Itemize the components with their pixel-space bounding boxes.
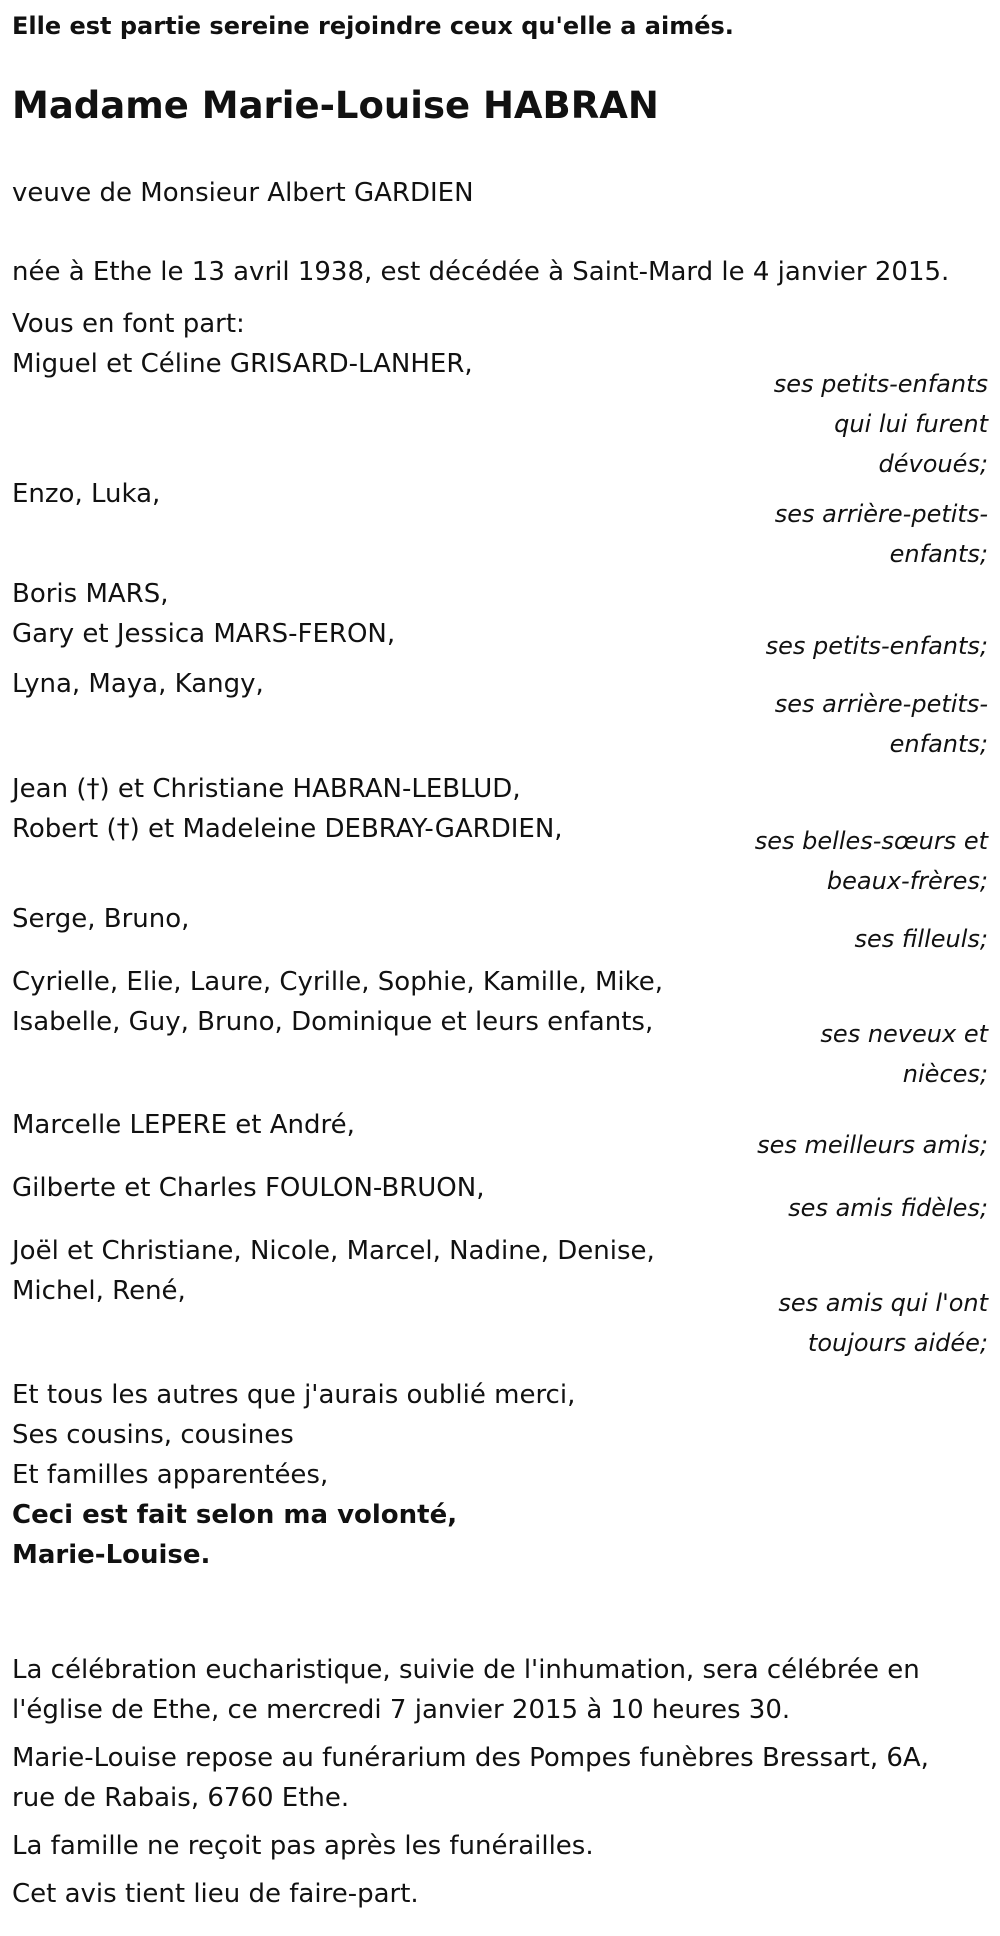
- mourner-group: [12, 344, 988, 478]
- rest-line: rue de Rabais, 6760 Ethe.: [12, 1783, 350, 1813]
- mourner-name-line: Gary et Jessica MARS-FERON,: [12, 619, 396, 649]
- mourner-names: [12, 899, 988, 939]
- mourners-section: [12, 304, 988, 1575]
- mourner-group: [12, 1231, 988, 1375]
- closing-line: Ses cousins, cousines: [12, 1420, 294, 1450]
- mourner-name-line: Marcelle LEPERE et André,: [12, 1110, 355, 1140]
- signature-line: Ceci est fait selon ma volonté,: [12, 1500, 458, 1530]
- mourner-role: [788, 1188, 988, 1228]
- role-line: dévoués;: [878, 450, 988, 478]
- mourner-group: [12, 474, 988, 574]
- announce-line: Vous en font part:: [12, 309, 245, 339]
- mourner-group: [12, 899, 988, 962]
- mourner-group: [12, 1105, 988, 1168]
- notice-line: Cet avis tient lieu de faire-part.: [12, 1879, 419, 1909]
- role-line: ses petits-enfants;: [765, 632, 988, 660]
- mourner-role: [755, 821, 988, 901]
- role-line: ses petits-enfants: [773, 370, 988, 398]
- mourner-name-line: Boris MARS,: [12, 579, 169, 609]
- mourner-name-line: Lyna, Maya, Kangy,: [12, 669, 264, 699]
- role-line: ses amis fidèles;: [788, 1194, 988, 1222]
- role-line: ses neveux et: [820, 1020, 988, 1048]
- mourner-name-line: Gilberte et Charles FOULON-BRUON,: [12, 1173, 485, 1203]
- intro-line: Elle est partie sereine rejoindre ceux qu'elle a aimés.: [12, 12, 734, 40]
- closing-block: [12, 1375, 988, 1575]
- mourner-role: [775, 684, 988, 764]
- ceremony-paragraph: [12, 1650, 988, 1730]
- role-line: ses filleuls;: [854, 925, 988, 953]
- mourner-role: [855, 919, 988, 959]
- ceremony-line: l'église de Ethe, ce mercredi 7 janvier 2015 à 10 heures 30.: [12, 1695, 791, 1725]
- role-line: beaux-frères;: [826, 867, 988, 895]
- role-line: qui lui furent: [834, 410, 988, 438]
- mourner-role: [775, 494, 988, 574]
- mourner-role: [778, 1283, 988, 1363]
- mourner-group: [12, 769, 988, 899]
- ceremony-line: La célébration eucharistique, suivie de l'inhumation, sera célébrée en: [12, 1655, 920, 1685]
- role-line: enfants;: [889, 730, 988, 758]
- birth-death-line: née à Ethe le 13 avril 1938, est décédée à Saint-Mard le 4 janvier 2015.: [12, 257, 950, 287]
- role-line: nièces;: [902, 1060, 988, 1088]
- spouse-line: veuve de Monsieur Albert GARDIEN: [12, 178, 474, 208]
- mourner-name-line: Isabelle, Guy, Bruno, Dominique et leurs enfants,: [12, 1007, 654, 1037]
- role-line: toujours aidée;: [807, 1329, 988, 1357]
- role-line: ses belles-sœurs et: [754, 827, 988, 855]
- mourner-name-line: Joël et Christiane, Nicole, Marcel, Nadine, Denise,: [12, 1236, 655, 1266]
- mourner-role: [820, 1014, 988, 1094]
- role-line: ses meilleurs amis;: [757, 1131, 988, 1159]
- role-line: ses arrière-petits-: [774, 690, 988, 718]
- role-line: ses arrière-petits-: [774, 500, 988, 528]
- mourner-name-line: Miguel et Céline GRISARD-LANHER,: [12, 349, 473, 379]
- mourner-name-line: Enzo, Luka,: [12, 479, 161, 509]
- deceased-name: Madame Marie-Louise HABRAN: [12, 84, 659, 127]
- mourner-name-line: Robert (†) et Madeleine DEBRAY-GARDIEN,: [12, 814, 563, 844]
- mourner-name-line: Michel, René,: [12, 1276, 186, 1306]
- mourner-group: [12, 962, 988, 1105]
- mourner-group: [12, 664, 988, 769]
- signature-line: Marie-Louise.: [12, 1540, 211, 1570]
- rest-line: Marie-Louise repose au funérarium des Pompes funèbres Bressart, 6A,: [12, 1743, 929, 1773]
- mourner-role: [757, 1125, 988, 1165]
- mourner-name-line: Cyrielle, Elie, Laure, Cyrille, Sophie, Kamille, Mike,: [12, 967, 664, 997]
- mourner-name-line: Jean (†) et Christiane HABRAN-LEBLUD,: [12, 774, 521, 804]
- mourner-role: [766, 626, 988, 666]
- mourner-role: [774, 364, 988, 484]
- rest-paragraph: [12, 1738, 988, 1818]
- role-line: ses amis qui l'ont: [778, 1289, 988, 1317]
- mourner-group: [12, 1168, 988, 1231]
- mourner-name-line: Serge, Bruno,: [12, 904, 190, 934]
- role-line: enfants;: [889, 540, 988, 568]
- closing-line: Et tous les autres que j'aurais oublié merci,: [12, 1380, 576, 1410]
- mourner-group: [12, 574, 988, 664]
- no-reception-line: La famille ne reçoit pas après les funérailles.: [12, 1831, 594, 1861]
- closing-line: Et familles apparentées,: [12, 1460, 329, 1490]
